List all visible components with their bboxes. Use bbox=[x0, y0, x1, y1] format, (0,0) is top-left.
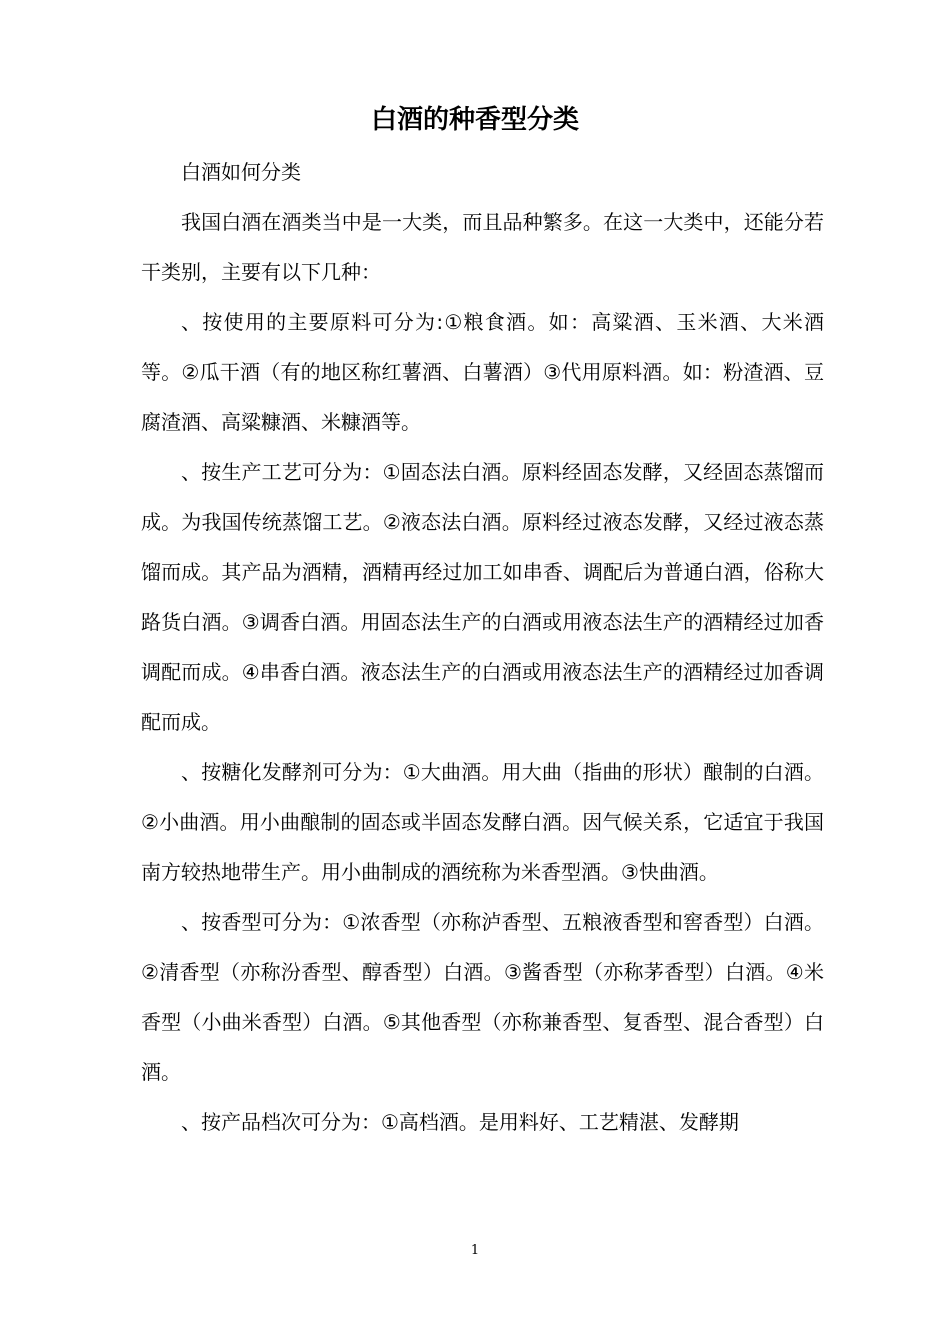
product-grade-paragraph: 、按产品档次可分为：①高档酒。是用料好、工艺精湛、发酵期 bbox=[181, 1110, 739, 1134]
fermentation-agent-paragraph: 、按糖化发酵剂可分为：①大曲酒。用大曲（指曲的形状）酿制的白酒。②小曲酒。用小曲酿制的固态或半固态发酵白酒。因气候关系，它适宜于我国南方较热地带生产。用小曲制成的酒统称为米香型酒。③快曲酒。 bbox=[141, 760, 824, 884]
intro-paragraph: 我国白酒在酒类当中是一大类，而且品种繁多。在这一大类中，还能分若干类别，主要有以下几种： bbox=[141, 210, 824, 284]
raw-material-paragraph: 、按使用的主要原料可分为:①粮食酒。如：高粱酒、玉米酒、大米酒等。②瓜干酒（有的地区称红薯酒、白薯酒）③代用原料酒。如：粉渣酒、豆腐渣酒、高粱糠酒、米糠酒等。 bbox=[141, 310, 824, 434]
aroma-type-paragraph: 、按香型可分为：①浓香型（亦称泸香型、五粮液香型和窖香型）白酒。②清香型（亦称汾香型、醇香型）白酒。③酱香型（亦称茅香型）白酒。④米香型（小曲米香型）白酒。⑤其他香型（亦称兼香型、复香型、混合香型）白酒。 bbox=[141, 910, 824, 1084]
document-title: 白酒的种香型分类 bbox=[370, 105, 579, 135]
page-number: 1 bbox=[470, 1243, 480, 1258]
subtitle-paragraph: 白酒如何分类 bbox=[181, 160, 301, 184]
document-body bbox=[141, 147, 824, 1147]
production-process-paragraph: 、按生产工艺可分为：①固态法白酒。原料经固态发酵，又经固态蒸馏而成。为我国传统蒸馏工艺。②液态法白酒。原料经过液态发酵，又经过液态蒸馏而成。其产品为酒精，酒精再经过加工如串香、调配后为普通白酒，俗称大路货白酒。③调香白酒。用固态法生产的白酒或用液态法生产的酒精经过加香调配而成。④串香白酒。液态法生产的白酒或用液态法生产的酒精经过加香调配而成。 bbox=[141, 460, 824, 734]
